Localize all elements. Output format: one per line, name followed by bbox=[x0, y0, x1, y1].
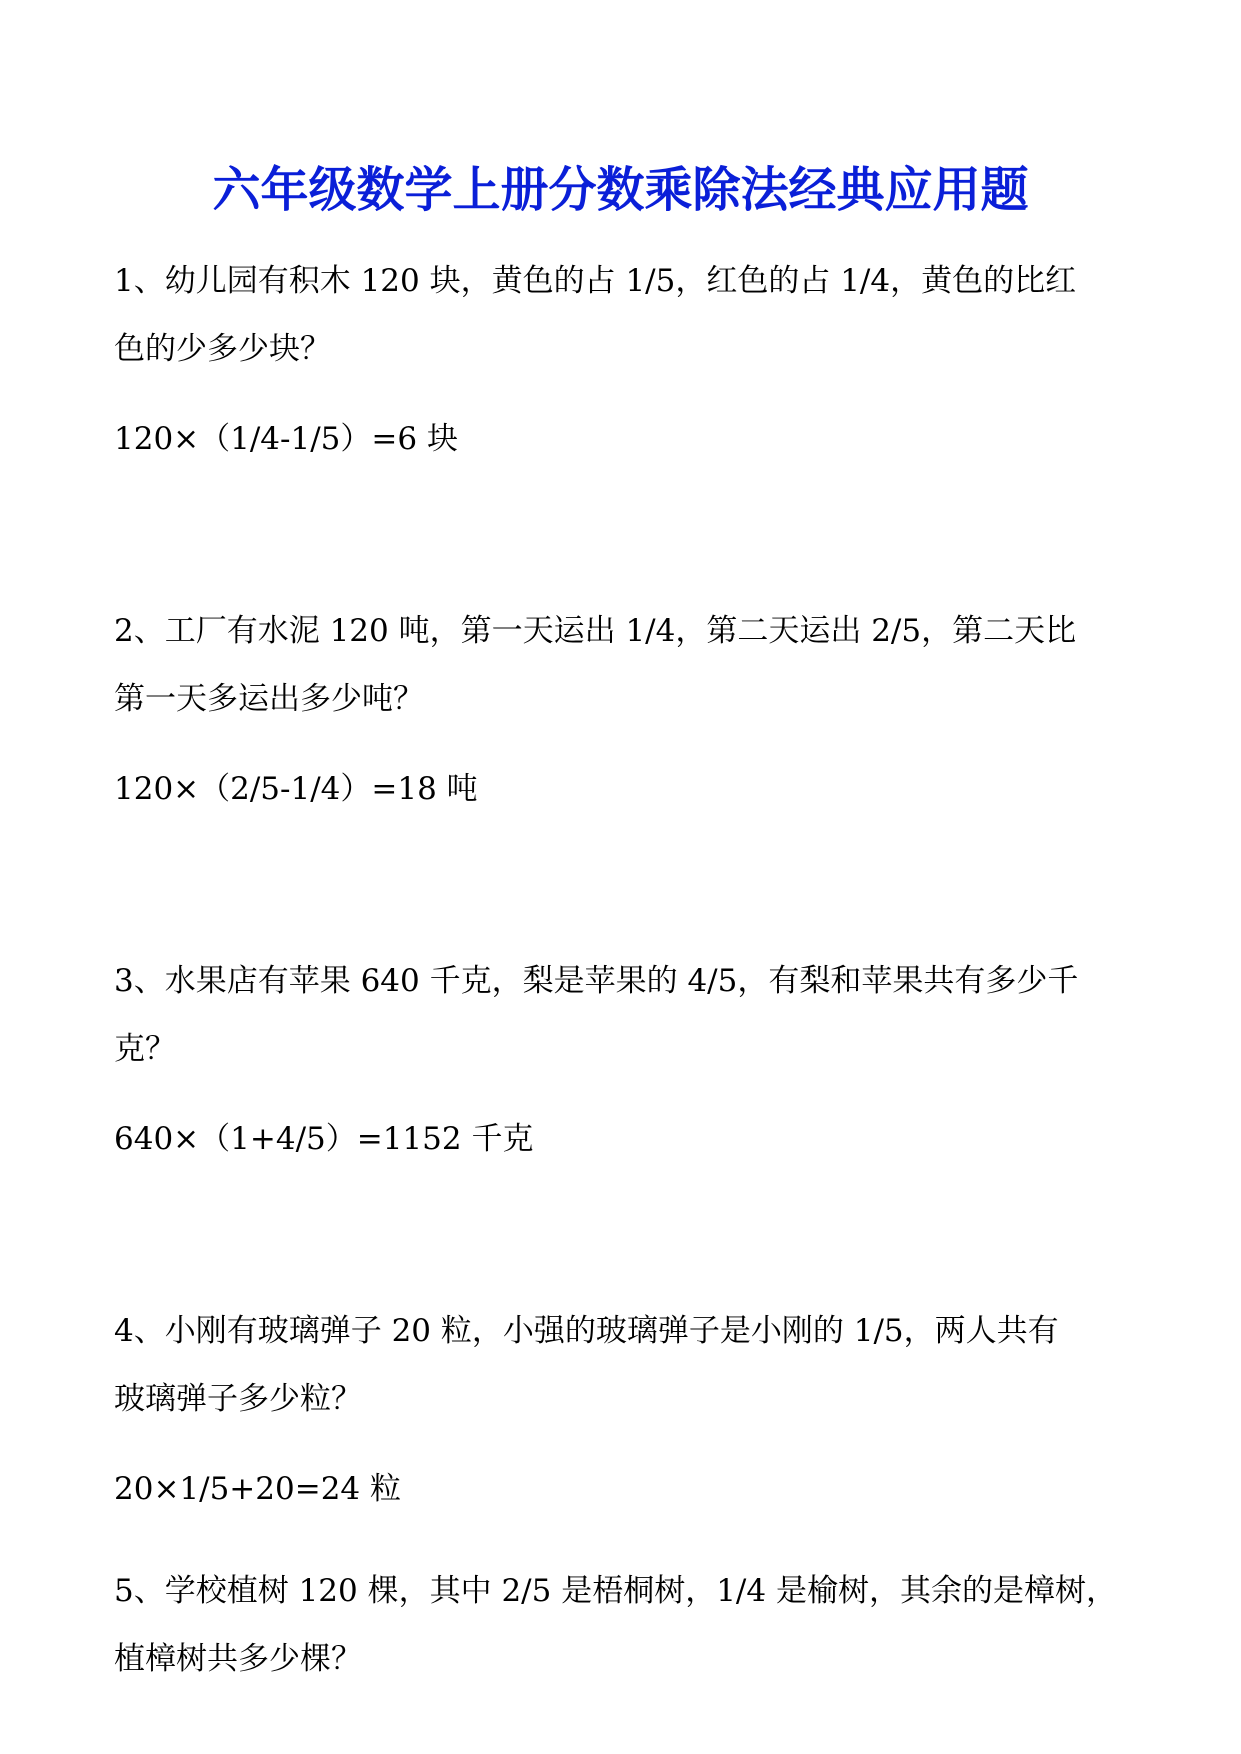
problem-5 bbox=[114, 1557, 1134, 1693]
problem-3-question-line-1: 3、水果店有苹果 640 千克，梨是苹果的 4/5，有梨和苹果共有多少千 bbox=[114, 963, 1079, 999]
problem-2-question-line-1: 2、工厂有水泥 120 吨，第一天运出 1/4，第二天运出 2/5，第二天比 bbox=[114, 613, 1077, 649]
problem-4-answer: 20×1/5+20=24 粒 bbox=[114, 1471, 402, 1507]
problem-3 bbox=[114, 947, 1134, 1173]
problem-5-question-line-2: 植樟树共多少棵？ bbox=[114, 1641, 362, 1677]
problem-4-question-line-2: 玻璃弹子多少粒？ bbox=[114, 1381, 362, 1417]
problem-2-answer: 120×（2/5-1/4）=18 吨 bbox=[114, 771, 478, 807]
problem-5-question-line-1: 5、学校植树 120 棵，其中 2/5 是梧桐树，1/4 是榆树，其余的是樟树， bbox=[114, 1573, 1117, 1609]
problem-list bbox=[114, 247, 1134, 1693]
problem-1 bbox=[114, 247, 1134, 473]
problem-3-answer: 640×（1+4/5）=1152 千克 bbox=[114, 1121, 534, 1157]
problem-2-question-line-2: 第一天多运出多少吨？ bbox=[114, 681, 424, 717]
problem-3-question-line-2: 克？ bbox=[114, 1031, 176, 1067]
problem-2 bbox=[114, 597, 1134, 823]
problem-4 bbox=[114, 1297, 1134, 1523]
problem-1-question-line-1: 1、幼儿园有积木 120 块，黄色的占 1/5，红色的占 1/4，黄色的比红 bbox=[114, 263, 1077, 299]
problem-1-question-line-2: 色的少多少块？ bbox=[114, 331, 331, 367]
problem-1-answer: 120×（1/4-1/5）=6 块 bbox=[114, 421, 458, 457]
page-title: 六年级数学上册分数乘除法经典应用题 bbox=[212, 162, 1029, 218]
problem-4-question-line-1: 4、小刚有玻璃弹子 20 粒，小强的玻璃弹子是小刚的 1/5，两人共有 bbox=[114, 1313, 1059, 1349]
